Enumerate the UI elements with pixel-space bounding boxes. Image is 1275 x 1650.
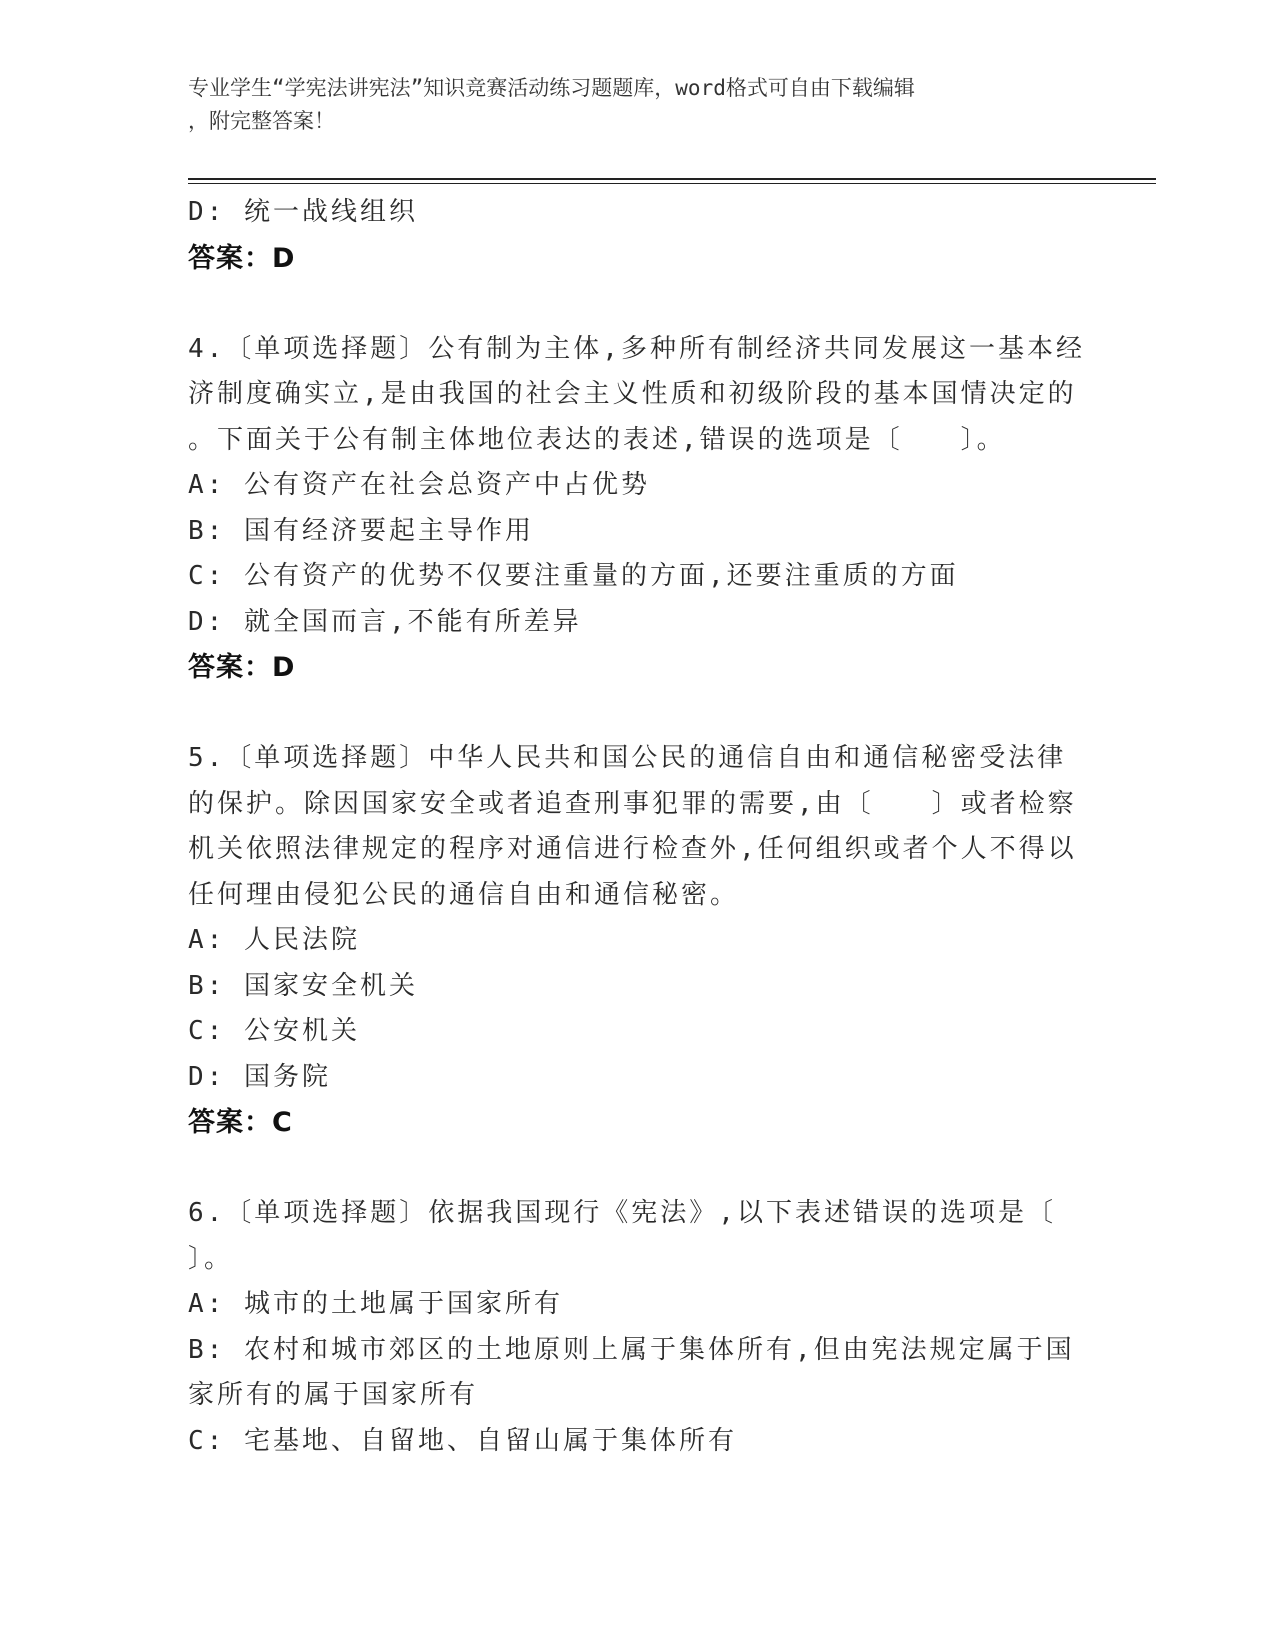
q6-option-c: C: 宅基地、自留地、自留山属于集体所有 [188,1425,737,1456]
spacer [188,281,1088,327]
header-line-1: 专业学生“学宪法讲宪法”知识竞赛活动练习题题库，word格式可自由下载编辑 [188,76,915,100]
q6-stem-line: 6.〔单项选择题〕依据我国现行《宪法》,以下表述错误的选项是〔 [188,1198,1056,1228]
question-content [188,190,1088,1464]
q5-stem-line: 的保护。除因国家安全或者追查刑事犯罪的需要,由〔 〕或者检察 [188,788,1077,819]
header-divider [188,178,1156,180]
q4-option-c: C: 公有资产的优势不仅要注重量的方面,还要注重质的方面 [188,561,959,591]
q3-answer: 答案：D [188,242,296,274]
q3-option-d: D: 统一战线组织 [188,197,418,227]
q5-option-a: A: 人民法院 [188,925,360,955]
q6-option-b: B: 农村和城市郊区的土地原则上属于集体所有,但由宪法规定属于国 [188,1334,1075,1365]
question-5 [188,736,1088,1145]
spacer [188,1145,1088,1191]
q5-stem-line: 机关依照法律规定的程序对通信进行检查外,任何组织或者个人不得以 [188,834,1077,864]
q4-answer: 答案：D [188,652,296,683]
q5-option-c: C: 公安机关 [188,1016,360,1046]
q5-stem-line: 任何理由侵犯公民的通信自由和通信秘密。 [188,879,740,910]
spacer [188,690,1088,736]
question-4 [188,327,1088,691]
header-line-2: ，附完整答案！ [188,109,335,133]
q4-stem-line: 4.〔单项选择题〕公有制为主体,多种所有制经济共同发展这一基本经 [188,333,1085,364]
q5-stem-line: 5.〔单项选择题〕中华人民共和国公民的通信自由和通信秘密受法律 [188,743,1067,773]
header-divider-thin [188,183,1156,184]
q5-answer: 答案：C [188,1107,293,1138]
question-6 [188,1191,1088,1464]
q4-stem-line: 济制度确实立,是由我国的社会主义性质和初级阶段的基本国情决定的 [188,379,1077,409]
q6-option-a: A: 城市的土地属于国家所有 [188,1289,563,1319]
q5-option-d: D: 国务院 [188,1061,331,1092]
q4-option-b: B: 国有经济要起主导作用 [188,515,534,546]
q6-option-b-cont: 家所有的属于国家所有 [188,1380,479,1410]
q4-option-d: D: 就全国而言,不能有所差异 [188,606,582,637]
q4-stem-line: 。下面关于公有制主体地位表达的表述,错误的选项是〔 〕。 [188,424,1006,455]
q5-option-b: B: 国家安全机关 [188,970,418,1001]
document-header [188,72,1088,138]
q4-option-a: A: 公有资产在社会总资产中占优势 [188,470,650,500]
q6-stem-line: 〕。 [188,1243,234,1274]
